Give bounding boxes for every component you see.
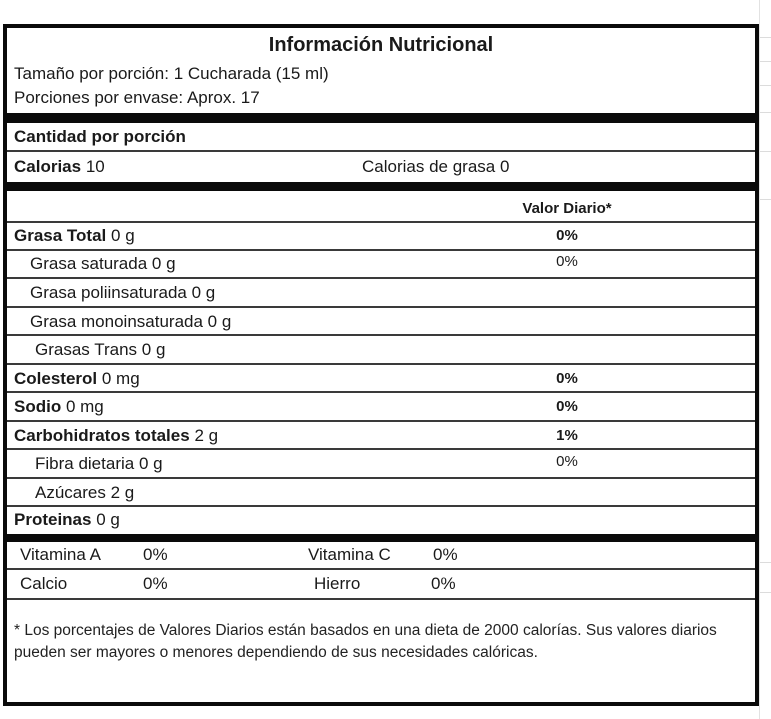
vitamin-label: Hierro <box>314 574 361 593</box>
nutrient-label: Grasas Trans <box>35 340 138 359</box>
nutrition-facts-label <box>3 24 759 706</box>
nutrient-label: Grasa poliinsaturada <box>30 283 187 302</box>
amount-per-serving-label: Cantidad por porción <box>14 127 186 146</box>
nutrient-amount: 0 mg <box>101 369 140 388</box>
vitamin-row <box>7 542 755 570</box>
nutrient-amount: 0 g <box>96 510 120 529</box>
nutrient-row-fibra <box>7 450 755 479</box>
spreadsheet-gridline <box>759 0 760 719</box>
vitamin-value: 0% <box>433 545 458 564</box>
nutrient-row-grasa-total <box>7 223 755 251</box>
nutrient-amount: 2 g <box>194 426 219 445</box>
spreadsheet-gridline <box>760 592 771 593</box>
spreadsheet-gridline <box>760 85 771 86</box>
nutrient-amount: 0 g <box>191 283 216 302</box>
spreadsheet-gridline <box>760 37 771 38</box>
nutrient-label: Grasa monoinsaturada <box>30 312 203 331</box>
daily-value-header: Valor Diario* <box>522 200 612 217</box>
nutrient-label: Carbohidratos totales <box>14 426 190 445</box>
nutrient-row-sodio <box>7 393 755 422</box>
thick-divider <box>7 113 755 123</box>
spreadsheet-gridline <box>760 151 771 152</box>
nutrient-row-grasa-saturada <box>7 251 755 279</box>
serving-size: Tamaño por porción: 1 Cucharada (15 ml) <box>14 64 329 83</box>
spreadsheet-gridline <box>760 562 771 563</box>
spreadsheet-gridline <box>760 199 771 200</box>
nutrient-dv: 0% <box>556 370 578 387</box>
nutrient-row-grasas-trans <box>7 336 755 365</box>
spreadsheet-gridline <box>760 112 771 113</box>
calories-row <box>7 152 755 182</box>
nutrient-row-colesterol <box>7 365 755 393</box>
amount-per-serving-row <box>7 123 755 152</box>
label-title: Información Nutricional <box>268 34 494 56</box>
nutrient-amount: 0 mg <box>65 397 104 416</box>
nutrient-dv: 1% <box>556 427 578 444</box>
vitamin-value: 0% <box>431 574 456 593</box>
vitamin-label: Vitamina A <box>20 545 101 564</box>
nutrient-amount: 0 g <box>141 340 166 359</box>
nutrient-row-grasa-poliinsaturada <box>7 279 755 308</box>
footnote: * Los porcentajes de Valores Diarios están basados en una dieta de 2000 calorías. Sus valores diarios pueden ser mayores o menores dependiendo de sus necesidades calóricas. <box>14 622 717 661</box>
vitamin-value: 0% <box>143 574 168 593</box>
nutrient-row-azucares <box>7 479 755 507</box>
nutrient-label: Sodio <box>14 397 62 416</box>
calories-from-fat: Calorias de grasa 0 <box>362 157 510 176</box>
servings-per-container: Porciones por envase: Aprox. 17 <box>14 88 260 107</box>
vitamin-value: 0% <box>143 545 168 564</box>
nutrient-dv: 0% <box>556 227 578 244</box>
thick-divider <box>7 534 755 542</box>
thick-divider <box>7 182 755 191</box>
vitamin-row <box>7 570 755 600</box>
nutrient-amount: 0 g <box>111 226 135 245</box>
nutrient-label: Fibra dietaria <box>35 454 135 473</box>
calories-label: Calorias <box>14 157 82 176</box>
nutrient-label: Azúcares <box>35 483 106 502</box>
nutrient-label: Grasa Total <box>14 226 107 245</box>
nutrient-label: Colesterol <box>14 369 98 388</box>
daily-value-header-row <box>7 191 755 223</box>
nutrient-dv: 0% <box>556 453 578 470</box>
nutrient-amount: 0 g <box>138 454 163 473</box>
vitamin-label: Calcio <box>20 574 68 593</box>
nutrient-label: Proteinas <box>14 510 92 529</box>
nutrient-row-grasa-monoinsaturada <box>7 308 755 336</box>
calories-value: 10 <box>85 157 105 176</box>
vitamin-label: Vitamina C <box>308 545 391 564</box>
nutrient-amount: 2 g <box>110 483 135 502</box>
nutrient-dv: 0% <box>556 253 578 270</box>
nutrient-amount: 0 g <box>207 312 232 331</box>
nutrient-amount: 0 g <box>151 254 176 273</box>
spreadsheet-gridline <box>760 61 771 62</box>
nutrient-label: Grasa saturada <box>30 254 148 273</box>
nutrient-row-proteinas <box>7 507 755 534</box>
nutrient-row-carbohidratos <box>7 422 755 450</box>
nutrient-dv: 0% <box>556 398 578 415</box>
